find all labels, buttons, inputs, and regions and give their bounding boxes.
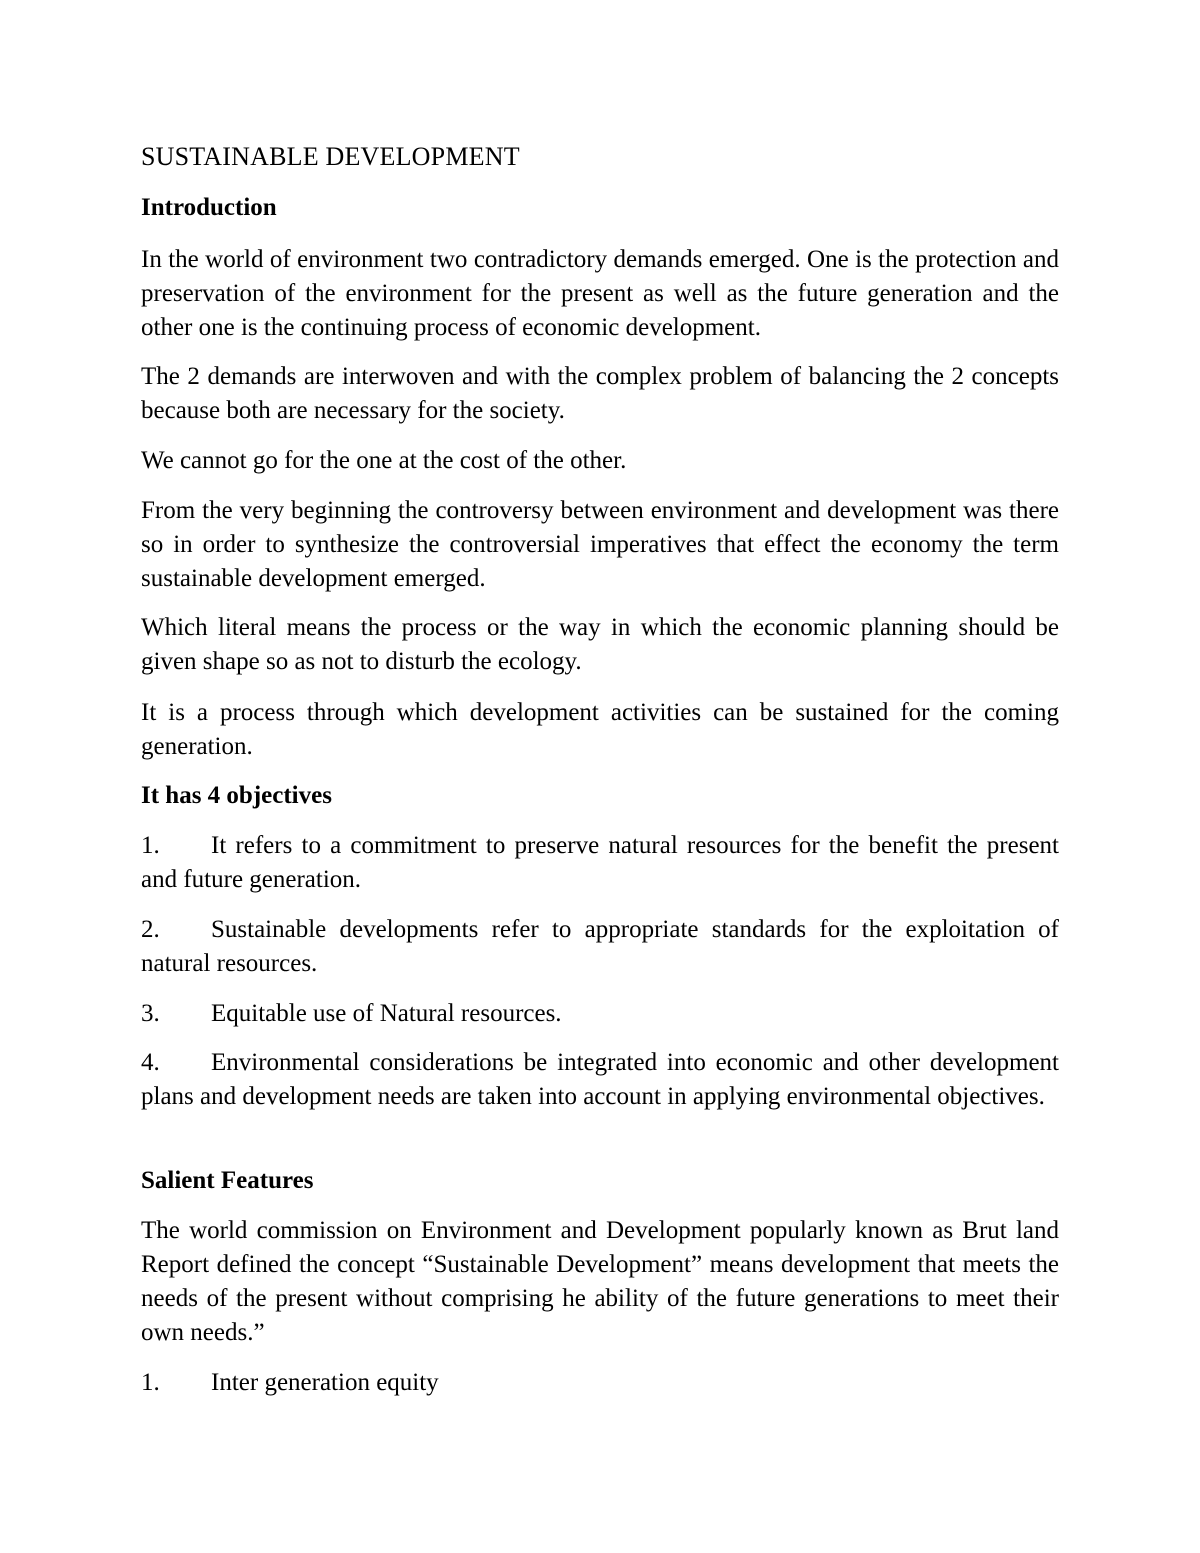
salient-paragraph: The world commission on Environment and Development popularly known as Brut land Report defined the concept “Sustainable Development” means development that meets the needs of the present without comprising he ability of the future generations to meet their own needs.” (141, 1217, 1059, 1346)
objective-text: Equitable use of Natural resources. (211, 1000, 562, 1027)
salient-item-1 (141, 1366, 1059, 1400)
intro-paragraph-4: From the very beginning the controversy between environment and development was there so in order to synthesize the controversial imperatives that effect the economy the term sustainable development emerged. (141, 497, 1059, 592)
salient-item-text: Inter generation equity (211, 1369, 439, 1396)
document-title: SUSTAINABLE DEVELOPMENT (141, 142, 520, 171)
salient-features-heading: Salient Features (141, 1167, 314, 1194)
intro-paragraph-5: Which literal means the process or the way in which the economic planning should be given shape so as not to disturb the ecology. (141, 614, 1059, 675)
intro-paragraph-3: We cannot go for the one at the cost of the other. (141, 447, 627, 474)
objective-item-3 (141, 997, 1059, 1031)
intro-paragraph-1: In the world of environment two contradictory demands emerged. One is the protection and preservation of the environment for the present as well as the future generation and the other one is the continuing process of economic development. (141, 246, 1059, 341)
objective-text: Sustainable developments refer to appropriate standards for the exploitation of natural resources. (141, 916, 1059, 977)
intro-paragraph-2: The 2 demands are interwoven and with the complex problem of balancing the 2 concepts because both are necessary for the society. (141, 363, 1059, 424)
salient-item-number: 1. (141, 1369, 160, 1396)
objective-item-4 (141, 1046, 1059, 1114)
objective-item-1 (141, 829, 1059, 897)
objectives-heading: It has 4 objectives (141, 782, 332, 809)
objective-text: Environmental considerations be integrated into economic and other development plans and development needs are taken into account in applying environmental objectives. (141, 1049, 1059, 1110)
objective-number: 2. (141, 916, 160, 943)
objective-text: It refers to a commitment to preserve natural resources for the benefit the present and future generation. (141, 832, 1059, 893)
objective-number: 3. (141, 1000, 160, 1027)
objective-item-2 (141, 913, 1059, 981)
document-page (141, 0, 1059, 1553)
intro-paragraph-6: It is a process through which development activities can be sustained for the coming generation. (141, 699, 1059, 760)
objective-number: 4. (141, 1049, 160, 1076)
objective-number: 1. (141, 832, 160, 859)
introduction-heading: Introduction (141, 194, 277, 221)
